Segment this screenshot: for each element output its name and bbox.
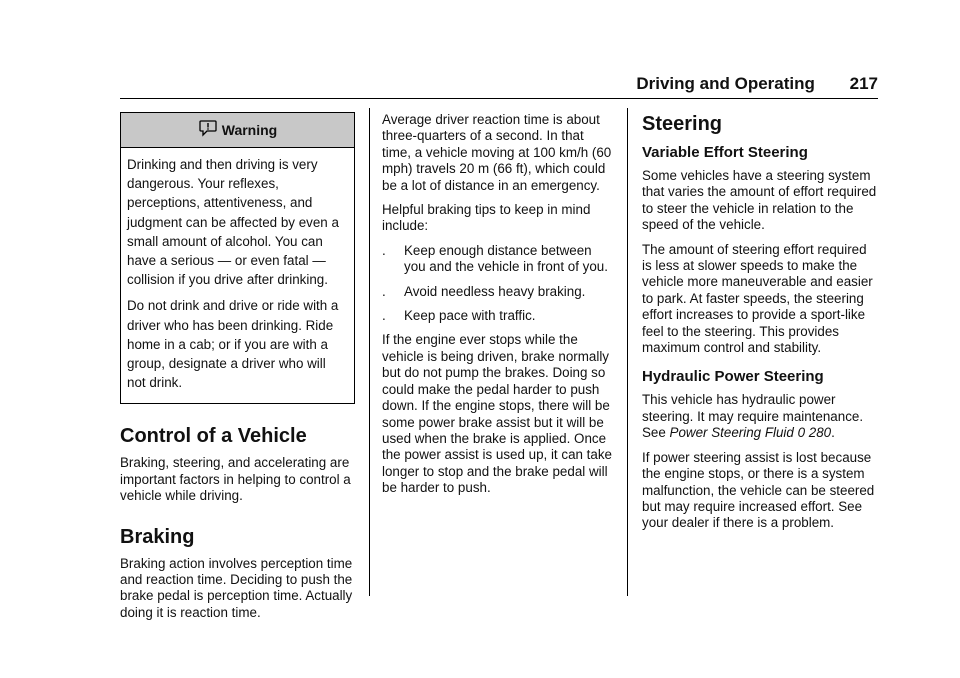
list-item [382, 243, 616, 276]
braking-paragraph: Braking action involves perception time and reaction time. Deciding to push the brake pedal is perception time. Actually doing it is reaction time. [120, 555, 353, 620]
hps-paragraph-1-end: . [831, 425, 835, 441]
bullet-glyph: . [382, 242, 386, 258]
bullet-glyph: . [382, 308, 386, 324]
column-divider-2 [627, 108, 628, 596]
warning-box [120, 112, 355, 404]
ves-paragraph-1: Some vehicles have a steering system that varies the amount of effort required to steer the vehicle in relation to the speed of the vehicle. [642, 168, 877, 233]
column-2 [382, 112, 616, 505]
list-item-text: Avoid needless heavy braking. [404, 283, 586, 299]
section-title: Driving and Operating [636, 74, 815, 93]
list-item-text: Keep pace with traffic. [404, 308, 536, 324]
control-paragraph: Braking, steering, and accelerating are important factors in helping to control a vehicle while driving. [120, 455, 351, 504]
warning-header [121, 113, 354, 148]
warning-body [121, 148, 354, 403]
column-3 [642, 112, 878, 540]
page-reference-arrow: 0 [797, 425, 806, 441]
reaction-time-paragraph: Average driver reaction time is about three-quarters of a second. In that time, a vehicle moving at 100 km/h (60 mph) travels 20 m (66 ft), which could be a lot of distance in an emergency. [382, 112, 612, 193]
column-1 [120, 112, 356, 629]
page-header [120, 70, 878, 98]
engine-stops-paragraph: If the engine ever stops while the vehicle is being driven, brake normally but do not pump the brakes. Doing so could make the pedal harder to push down. If the engine stops, there will be some power brake assist but it will be used when the brake is applied. Once the power assist is used up, it can take longer to stop and the brake pedal will be harder to push. [382, 332, 612, 496]
hps-paragraph-1 [642, 392, 878, 441]
heading-braking: Braking [120, 525, 195, 548]
warning-title: Warning [221, 121, 278, 138]
hps-paragraph-1-text: This vehicle has hydraulic power steering. It may require maintenance. See [642, 392, 864, 441]
power-steering-fluid-link[interactable]: Power Steering Fluid [669, 425, 794, 441]
braking-tips-intro: Helpful braking tips to keep in mind include: [382, 202, 591, 234]
column-divider-1 [369, 108, 370, 596]
warning-paragraph-2: Do not drink and drive or ride with a driver who has been drinking. Ride home in a cab; or if you are with a group, designate a driver who will not drink. [127, 298, 339, 391]
bullet-glyph: . [382, 283, 386, 299]
heading-steering: Steering [642, 113, 723, 135]
hps-paragraph-2: If power steering assist is lost because the engine stops, or there is a system malfunction, the vehicle can be steered but may require increased effort. See your dealer if there is a problem. [642, 449, 875, 531]
list-item-text: Keep enough distance between you and the vehicle in front of you. [404, 242, 608, 275]
header-rule [120, 98, 878, 99]
braking-tips-list [382, 243, 616, 325]
page-reference-number[interactable]: 280 [808, 425, 832, 441]
warning-paragraph-1: Drinking and then driving is very dangerous. Your reflexes, perceptions, attentiveness, and judgment can be affected by even a small amount of alcohol. You can have a serious — or even fatal — collision if you drive after drinking. [127, 157, 339, 288]
list-item [382, 308, 616, 324]
page-number: 217 [849, 74, 878, 93]
ves-paragraph-2: The amount of steering effort required is less at slower speeds to make the vehicle more maneuverable and easier to park. At faster speeds, the steering effort increases to provide a sport-like feel to the steering. This provides maximum control and stability. [642, 241, 873, 356]
warning-speech-bubble-icon [198, 119, 218, 140]
heading-hydraulic-power-steering: Hydraulic Power Steering [642, 368, 824, 386]
heading-control-of-a-vehicle: Control of a Vehicle [120, 425, 307, 448]
heading-variable-effort-steering: Variable Effort Steering [642, 144, 808, 161]
list-item [382, 284, 616, 300]
